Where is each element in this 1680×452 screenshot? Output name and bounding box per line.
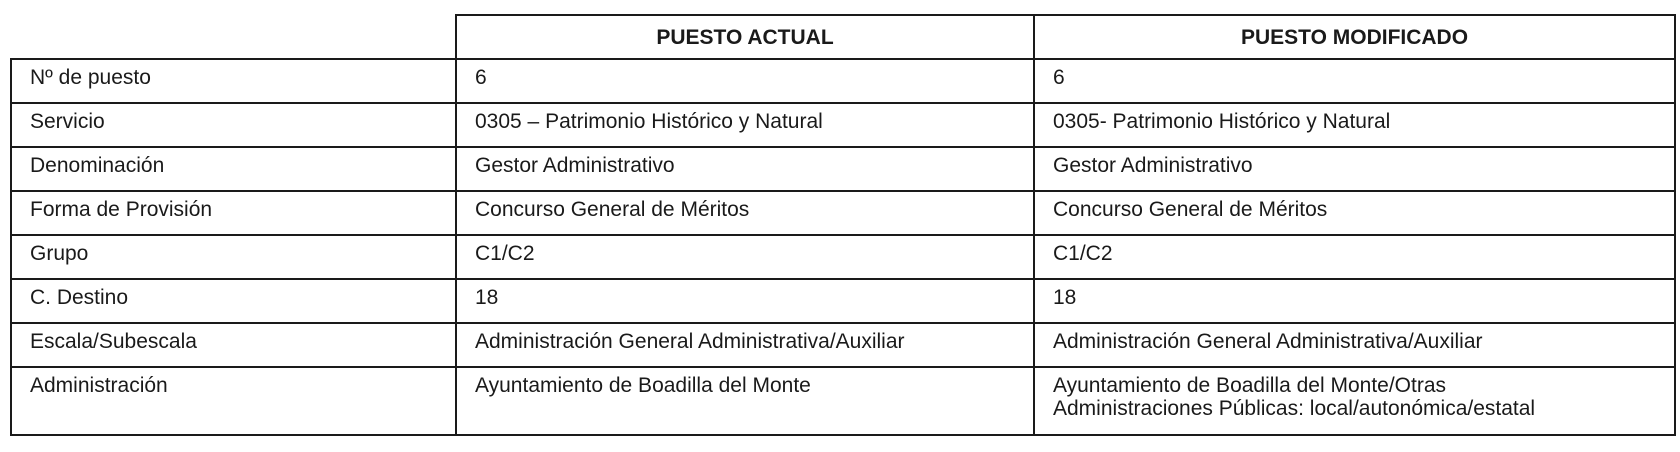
cell-actual: C1/C2	[456, 235, 1034, 279]
cell-modificado: 18	[1034, 279, 1675, 323]
row-label: Grupo	[11, 235, 456, 279]
table-row	[11, 59, 1675, 103]
cell-modificado	[1034, 367, 1675, 435]
cell-actual: 18	[456, 279, 1034, 323]
cell-actual: 0305 – Patrimonio Histórico y Natural	[456, 103, 1034, 147]
cell-actual: Ayuntamiento de Boadilla del Monte	[456, 367, 1034, 435]
cell-modificado: 6	[1034, 59, 1675, 103]
table-row	[11, 103, 1675, 147]
comparison-table	[10, 14, 1676, 436]
table-row	[11, 367, 1675, 435]
table-row	[11, 191, 1675, 235]
cell-modificado-line-1: Ayuntamiento de Boadilla del Monte/Otras	[1053, 374, 1447, 397]
cell-modificado: C1/C2	[1034, 235, 1675, 279]
header-puesto-actual: PUESTO ACTUAL	[456, 15, 1034, 59]
cell-actual: Administración General Administrativa/Auxiliar	[456, 323, 1034, 367]
cell-modificado: Administración General Administrativa/Auxiliar	[1034, 323, 1675, 367]
row-label: Forma de Provisión	[11, 191, 456, 235]
row-label: Nº de puesto	[11, 59, 456, 103]
row-label: C. Destino	[11, 279, 456, 323]
row-label: Escala/Subescala	[11, 323, 456, 367]
header-empty-cell	[11, 15, 456, 59]
row-label: Servicio	[11, 103, 456, 147]
row-label: Denominación	[11, 147, 456, 191]
cell-actual: Concurso General de Méritos	[456, 191, 1034, 235]
header-puesto-modificado: PUESTO MODIFICADO	[1034, 15, 1675, 59]
cell-modificado: Gestor Administrativo	[1034, 147, 1675, 191]
cell-actual: Gestor Administrativo	[456, 147, 1034, 191]
table-row	[11, 147, 1675, 191]
header-row	[11, 15, 1675, 59]
table-row	[11, 279, 1675, 323]
cell-modificado: Concurso General de Méritos	[1034, 191, 1675, 235]
row-label: Administración	[11, 367, 456, 435]
table-row	[11, 235, 1675, 279]
cell-modificado-line-2: Administraciones Públicas: local/autonómica/estatal	[1053, 397, 1536, 420]
table-row	[11, 323, 1675, 367]
cell-actual: 6	[456, 59, 1034, 103]
cell-modificado: 0305- Patrimonio Histórico y Natural	[1034, 103, 1675, 147]
